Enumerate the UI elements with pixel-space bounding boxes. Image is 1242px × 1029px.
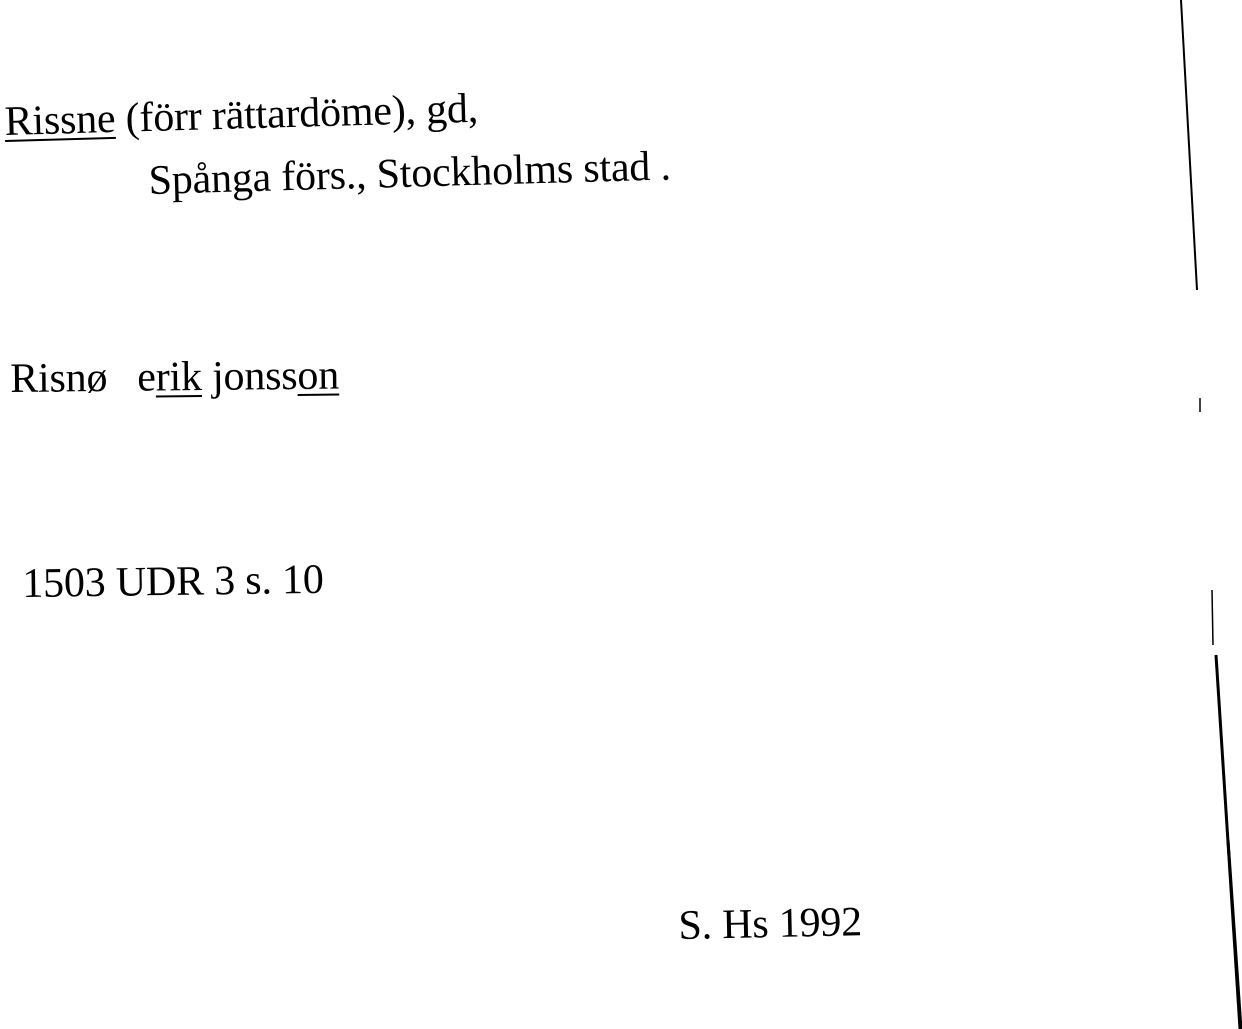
historical-form-line bbox=[9, 352, 340, 402]
person-name-expanded-part: rik bbox=[155, 353, 202, 401]
signature: S. Hs 1992 bbox=[677, 899, 863, 949]
person-name-part: e bbox=[137, 354, 156, 401]
location-line: Spånga förs., Stockholms stad . bbox=[147, 143, 672, 204]
headword-line bbox=[3, 85, 479, 145]
person-name-expanded-part: on bbox=[297, 352, 340, 399]
source-reference: 1503 UDR 3 s. 10 bbox=[21, 556, 324, 607]
headword-note: (förr rättardöme), gd, bbox=[114, 85, 479, 142]
person-name-part: jonss bbox=[201, 352, 298, 400]
historical-spelling: Risnø bbox=[9, 354, 108, 402]
headword-name: Rissne bbox=[3, 95, 117, 145]
